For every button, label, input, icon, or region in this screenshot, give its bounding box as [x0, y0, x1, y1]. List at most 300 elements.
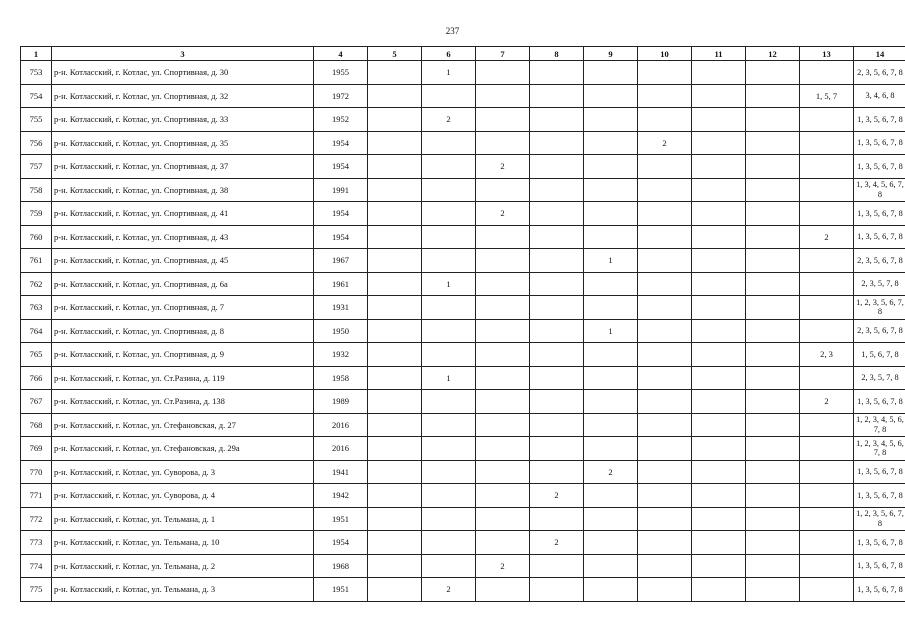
col8-cell: 2 — [530, 484, 584, 508]
col12-cell — [746, 390, 800, 414]
col13-cell: 2 — [800, 390, 854, 414]
col14-cell: 2, 3, 5, 6, 7, 8 — [854, 61, 905, 85]
col14-cell: 3, 4, 6, 8 — [854, 84, 905, 108]
col14-cell: 2, 3, 5, 7, 8 — [854, 366, 905, 390]
year-cell: 1950 — [314, 319, 368, 343]
col6-cell — [422, 460, 476, 484]
col8-cell — [530, 296, 584, 320]
col6-cell — [422, 413, 476, 437]
col11-cell — [692, 531, 746, 555]
year-cell: 1941 — [314, 460, 368, 484]
col8-cell — [530, 155, 584, 179]
year-cell: 1951 — [314, 507, 368, 531]
col10-cell: 2 — [638, 131, 692, 155]
column-header: 4 — [314, 47, 368, 61]
col11-cell — [692, 413, 746, 437]
table-row — [21, 507, 905, 531]
col11-cell — [692, 249, 746, 273]
table-row — [21, 108, 905, 132]
col8-cell — [530, 202, 584, 226]
col11-cell — [692, 131, 746, 155]
col11-cell — [692, 366, 746, 390]
address-cell: р-н. Котласский, г. Котлас, ул. Тельмана, д. 3 — [52, 578, 314, 602]
col13-cell — [800, 531, 854, 555]
col6-cell — [422, 131, 476, 155]
col9-cell: 2 — [584, 460, 638, 484]
col9-cell — [584, 108, 638, 132]
col12-cell — [746, 178, 800, 202]
col9-cell — [584, 84, 638, 108]
row-number-cell: 772 — [21, 507, 52, 531]
col12-cell — [746, 578, 800, 602]
col9-cell — [584, 272, 638, 296]
row-number-cell: 754 — [21, 84, 52, 108]
year-cell: 1931 — [314, 296, 368, 320]
col7-cell: 2 — [476, 155, 530, 179]
col5-cell — [368, 225, 422, 249]
col5-cell — [368, 178, 422, 202]
col6-cell — [422, 390, 476, 414]
col5-cell — [368, 460, 422, 484]
col6-cell: 2 — [422, 578, 476, 602]
table-row — [21, 578, 905, 602]
col6-cell — [422, 225, 476, 249]
col12-cell — [746, 507, 800, 531]
col6-cell: 1 — [422, 366, 476, 390]
row-number-cell: 773 — [21, 531, 52, 555]
col8-cell: 2 — [530, 531, 584, 555]
col9-cell — [584, 507, 638, 531]
col7-cell — [476, 131, 530, 155]
col11-cell — [692, 61, 746, 85]
col9-cell — [584, 366, 638, 390]
col11-cell — [692, 343, 746, 367]
col8-cell — [530, 84, 584, 108]
address-cell: р-н. Котласский, г. Котлас, ул. Спортивная, д. 43 — [52, 225, 314, 249]
col9-cell: 1 — [584, 249, 638, 273]
address-cell: р-н. Котласский, г. Котлас, ул. Суворова, д. 3 — [52, 460, 314, 484]
col9-cell — [584, 61, 638, 85]
col10-cell — [638, 61, 692, 85]
col7-cell — [476, 578, 530, 602]
col6-cell — [422, 319, 476, 343]
col5-cell — [368, 343, 422, 367]
col8-cell — [530, 131, 584, 155]
address-cell: р-н. Котласский, г. Котлас, ул. Спортивная, д. 8 — [52, 319, 314, 343]
col12-cell — [746, 249, 800, 273]
row-number-cell: 765 — [21, 343, 52, 367]
col7-cell — [476, 507, 530, 531]
col10-cell — [638, 366, 692, 390]
table-row — [21, 178, 905, 202]
address-cell: р-н. Котласский, г. Котлас, ул. Спортивная, д. 7 — [52, 296, 314, 320]
col11-cell — [692, 225, 746, 249]
col14-cell: 1, 3, 5, 6, 7, 8 — [854, 108, 905, 132]
col13-cell — [800, 507, 854, 531]
address-cell: р-н. Котласский, г. Котлас, ул. Стефановская, д. 27 — [52, 413, 314, 437]
col12-cell — [746, 343, 800, 367]
column-header: 11 — [692, 47, 746, 61]
col12-cell — [746, 554, 800, 578]
col13-cell — [800, 437, 854, 461]
col5-cell — [368, 84, 422, 108]
table-row — [21, 460, 905, 484]
col13-cell — [800, 202, 854, 226]
table-row — [21, 202, 905, 226]
col14-cell: 1, 2, 3, 4, 5, 6, 7, 8 — [854, 437, 905, 461]
col8-cell — [530, 413, 584, 437]
col12-cell — [746, 366, 800, 390]
col13-cell — [800, 131, 854, 155]
col5-cell — [368, 319, 422, 343]
col14-cell: 1, 3, 5, 6, 7, 8 — [854, 131, 905, 155]
col7-cell — [476, 84, 530, 108]
year-cell: 1954 — [314, 155, 368, 179]
col5-cell — [368, 413, 422, 437]
col7-cell — [476, 531, 530, 555]
table-header-row — [21, 47, 905, 61]
col12-cell — [746, 108, 800, 132]
col10-cell — [638, 554, 692, 578]
table-row — [21, 155, 905, 179]
year-cell: 1942 — [314, 484, 368, 508]
col14-cell: 1, 3, 5, 6, 7, 8 — [854, 578, 905, 602]
col5-cell — [368, 366, 422, 390]
row-number-cell: 759 — [21, 202, 52, 226]
col10-cell — [638, 319, 692, 343]
col13-cell — [800, 108, 854, 132]
address-cell: р-н. Котласский, г. Котлас, ул. Спортивная, д. 45 — [52, 249, 314, 273]
col6-cell — [422, 531, 476, 555]
col10-cell — [638, 108, 692, 132]
col7-cell — [476, 413, 530, 437]
col7-cell — [476, 178, 530, 202]
row-number-cell: 775 — [21, 578, 52, 602]
address-cell: р-н. Котласский, г. Котлас, ул. Спортивная, д. 30 — [52, 61, 314, 85]
col6-cell — [422, 296, 476, 320]
col11-cell — [692, 437, 746, 461]
row-number-cell: 758 — [21, 178, 52, 202]
table-row — [21, 484, 905, 508]
col7-cell — [476, 108, 530, 132]
col11-cell — [692, 578, 746, 602]
row-number-cell: 764 — [21, 319, 52, 343]
col12-cell — [746, 531, 800, 555]
col5-cell — [368, 249, 422, 273]
col12-cell — [746, 272, 800, 296]
col11-cell — [692, 296, 746, 320]
col10-cell — [638, 531, 692, 555]
col7-cell — [476, 366, 530, 390]
col9-cell — [584, 413, 638, 437]
col11-cell — [692, 390, 746, 414]
table-row — [21, 437, 905, 461]
col14-cell: 1, 3, 4, 5, 6, 7, 8 — [854, 178, 905, 202]
column-header: 8 — [530, 47, 584, 61]
col7-cell — [476, 437, 530, 461]
col13-cell — [800, 413, 854, 437]
col14-cell: 2, 3, 5, 7, 8 — [854, 272, 905, 296]
col8-cell — [530, 108, 584, 132]
col13-cell — [800, 61, 854, 85]
col14-cell: 2, 3, 5, 6, 7, 8 — [854, 249, 905, 273]
col7-cell: 2 — [476, 554, 530, 578]
col11-cell — [692, 272, 746, 296]
col9-cell — [584, 554, 638, 578]
col6-cell: 1 — [422, 272, 476, 296]
col10-cell — [638, 343, 692, 367]
col5-cell — [368, 554, 422, 578]
column-header: 9 — [584, 47, 638, 61]
col6-cell: 1 — [422, 61, 476, 85]
col8-cell — [530, 272, 584, 296]
col11-cell — [692, 108, 746, 132]
col7-cell — [476, 61, 530, 85]
row-number-cell: 753 — [21, 61, 52, 85]
column-header: 14 — [854, 47, 905, 61]
col5-cell — [368, 531, 422, 555]
address-cell: р-н. Котласский, г. Котлас, ул. Спортивная, д. 35 — [52, 131, 314, 155]
col9-cell — [584, 202, 638, 226]
column-header: 1 — [21, 47, 52, 61]
col12-cell — [746, 61, 800, 85]
col10-cell — [638, 155, 692, 179]
col13-cell — [800, 460, 854, 484]
col9-cell: 1 — [584, 319, 638, 343]
column-header: 5 — [368, 47, 422, 61]
col7-cell — [476, 484, 530, 508]
col5-cell — [368, 507, 422, 531]
col7-cell — [476, 249, 530, 273]
col5-cell — [368, 131, 422, 155]
col12-cell — [746, 484, 800, 508]
col14-cell: 1, 2, 3, 4, 5, 6, 7, 8 — [854, 413, 905, 437]
col8-cell — [530, 437, 584, 461]
col6-cell — [422, 484, 476, 508]
row-number-cell: 768 — [21, 413, 52, 437]
row-number-cell: 767 — [21, 390, 52, 414]
table-row — [21, 131, 905, 155]
col14-cell: 1, 2, 3, 5, 6, 7, 8 — [854, 296, 905, 320]
col6-cell — [422, 178, 476, 202]
col9-cell — [584, 296, 638, 320]
table-row — [21, 554, 905, 578]
col10-cell — [638, 507, 692, 531]
year-cell: 1952 — [314, 108, 368, 132]
col12-cell — [746, 202, 800, 226]
page-number: 237 — [445, 26, 460, 36]
col6-cell — [422, 343, 476, 367]
col13-cell: 1, 5, 7 — [800, 84, 854, 108]
col13-cell — [800, 578, 854, 602]
col5-cell — [368, 202, 422, 226]
col14-cell: 2, 3, 5, 6, 7, 8 — [854, 319, 905, 343]
address-cell: р-н. Котласский, г. Котлас, ул. Спортивная, д. 33 — [52, 108, 314, 132]
col13-cell: 2, 3 — [800, 343, 854, 367]
year-cell: 1958 — [314, 366, 368, 390]
col5-cell — [368, 61, 422, 85]
col10-cell — [638, 578, 692, 602]
col9-cell — [584, 578, 638, 602]
col13-cell — [800, 178, 854, 202]
col9-cell — [584, 178, 638, 202]
col7-cell — [476, 343, 530, 367]
table-row — [21, 531, 905, 555]
address-cell: р-н. Котласский, г. Котлас, ул. Ст.Разина, д. 138 — [52, 390, 314, 414]
table-row — [21, 225, 905, 249]
address-cell: р-н. Котласский, г. Котлас, ул. Тельмана, д. 1 — [52, 507, 314, 531]
row-number-cell: 762 — [21, 272, 52, 296]
col9-cell — [584, 390, 638, 414]
address-cell: р-н. Котласский, г. Котлас, ул. Спортивная, д. 32 — [52, 84, 314, 108]
year-cell: 1932 — [314, 343, 368, 367]
col5-cell — [368, 155, 422, 179]
col12-cell — [746, 319, 800, 343]
col12-cell — [746, 437, 800, 461]
table-row — [21, 413, 905, 437]
col13-cell — [800, 155, 854, 179]
year-cell: 1989 — [314, 390, 368, 414]
col11-cell — [692, 202, 746, 226]
table-row — [21, 390, 905, 414]
col13-cell — [800, 319, 854, 343]
row-number-cell: 771 — [21, 484, 52, 508]
col13-cell — [800, 272, 854, 296]
year-cell: 1972 — [314, 84, 368, 108]
year-cell: 1954 — [314, 202, 368, 226]
col5-cell — [368, 578, 422, 602]
col11-cell — [692, 84, 746, 108]
col10-cell — [638, 296, 692, 320]
col8-cell — [530, 460, 584, 484]
col14-cell: 1, 5, 6, 7, 8 — [854, 343, 905, 367]
col8-cell — [530, 178, 584, 202]
col14-cell: 1, 3, 5, 6, 7, 8 — [854, 484, 905, 508]
col8-cell — [530, 507, 584, 531]
table-row — [21, 366, 905, 390]
col9-cell — [584, 531, 638, 555]
col7-cell — [476, 390, 530, 414]
row-number-cell: 769 — [21, 437, 52, 461]
col14-cell: 1, 3, 5, 6, 7, 8 — [854, 202, 905, 226]
col5-cell — [368, 272, 422, 296]
table-row — [21, 61, 905, 85]
col6-cell — [422, 84, 476, 108]
row-number-cell: 774 — [21, 554, 52, 578]
col10-cell — [638, 460, 692, 484]
year-cell: 1991 — [314, 178, 368, 202]
col14-cell: 1, 3, 5, 6, 7, 8 — [854, 390, 905, 414]
col10-cell — [638, 178, 692, 202]
col8-cell — [530, 390, 584, 414]
col5-cell — [368, 437, 422, 461]
address-cell: р-н. Котласский, г. Котлас, ул. Спортивная, д. 9 — [52, 343, 314, 367]
col10-cell — [638, 437, 692, 461]
year-cell: 2016 — [314, 437, 368, 461]
year-cell: 1955 — [314, 61, 368, 85]
col7-cell — [476, 225, 530, 249]
table-row — [21, 343, 905, 367]
col11-cell — [692, 507, 746, 531]
row-number-cell: 755 — [21, 108, 52, 132]
row-number-cell: 763 — [21, 296, 52, 320]
year-cell: 1954 — [314, 131, 368, 155]
column-header: 10 — [638, 47, 692, 61]
col7-cell — [476, 272, 530, 296]
col14-cell: 1, 3, 5, 6, 7, 8 — [854, 225, 905, 249]
col8-cell — [530, 554, 584, 578]
col10-cell — [638, 484, 692, 508]
col10-cell — [638, 202, 692, 226]
column-header: 13 — [800, 47, 854, 61]
column-header: 12 — [746, 47, 800, 61]
col13-cell — [800, 554, 854, 578]
col6-cell — [422, 554, 476, 578]
col8-cell — [530, 61, 584, 85]
column-header: 3 — [52, 47, 314, 61]
address-cell: р-н. Котласский, г. Котлас, ул. Ст.Разина, д. 119 — [52, 366, 314, 390]
address-cell: р-н. Котласский, г. Котлас, ул. Спортивная, д. 6а — [52, 272, 314, 296]
col13-cell: 2 — [800, 225, 854, 249]
address-cell: р-н. Котласский, г. Котлас, ул. Спортивная, д. 41 — [52, 202, 314, 226]
col6-cell — [422, 202, 476, 226]
col6-cell — [422, 437, 476, 461]
address-cell: р-н. Котласский, г. Котлас, ул. Спортивная, д. 37 — [52, 155, 314, 179]
col11-cell — [692, 319, 746, 343]
col9-cell — [584, 343, 638, 367]
col9-cell — [584, 437, 638, 461]
row-number-cell: 761 — [21, 249, 52, 273]
col13-cell — [800, 366, 854, 390]
col10-cell — [638, 390, 692, 414]
col9-cell — [584, 484, 638, 508]
year-cell: 1954 — [314, 225, 368, 249]
col7-cell — [476, 460, 530, 484]
address-cell: р-н. Котласский, г. Котлас, ул. Тельмана, д. 2 — [52, 554, 314, 578]
column-header: 6 — [422, 47, 476, 61]
address-cell: р-н. Котласский, г. Котлас, ул. Тельмана, д. 10 — [52, 531, 314, 555]
address-cell: р-н. Котласский, г. Котлас, ул. Суворова, д. 4 — [52, 484, 314, 508]
table-body — [21, 61, 905, 602]
col12-cell — [746, 155, 800, 179]
row-number-cell: 760 — [21, 225, 52, 249]
year-cell: 2016 — [314, 413, 368, 437]
col8-cell — [530, 249, 584, 273]
table-row — [21, 272, 905, 296]
col12-cell — [746, 413, 800, 437]
address-cell: р-н. Котласский, г. Котлас, ул. Стефановская, д. 29а — [52, 437, 314, 461]
col7-cell: 2 — [476, 202, 530, 226]
year-cell: 1968 — [314, 554, 368, 578]
col12-cell — [746, 460, 800, 484]
col9-cell — [584, 155, 638, 179]
col10-cell — [638, 272, 692, 296]
table-row — [21, 319, 905, 343]
col5-cell — [368, 390, 422, 414]
col13-cell — [800, 484, 854, 508]
row-number-cell: 756 — [21, 131, 52, 155]
address-cell: р-н. Котласский, г. Котлас, ул. Спортивная, д. 38 — [52, 178, 314, 202]
col6-cell: 2 — [422, 108, 476, 132]
col12-cell — [746, 225, 800, 249]
table-row — [21, 249, 905, 273]
housing-register-table — [20, 46, 905, 602]
col8-cell — [530, 319, 584, 343]
col8-cell — [530, 366, 584, 390]
col6-cell — [422, 249, 476, 273]
col13-cell — [800, 296, 854, 320]
col8-cell — [530, 225, 584, 249]
